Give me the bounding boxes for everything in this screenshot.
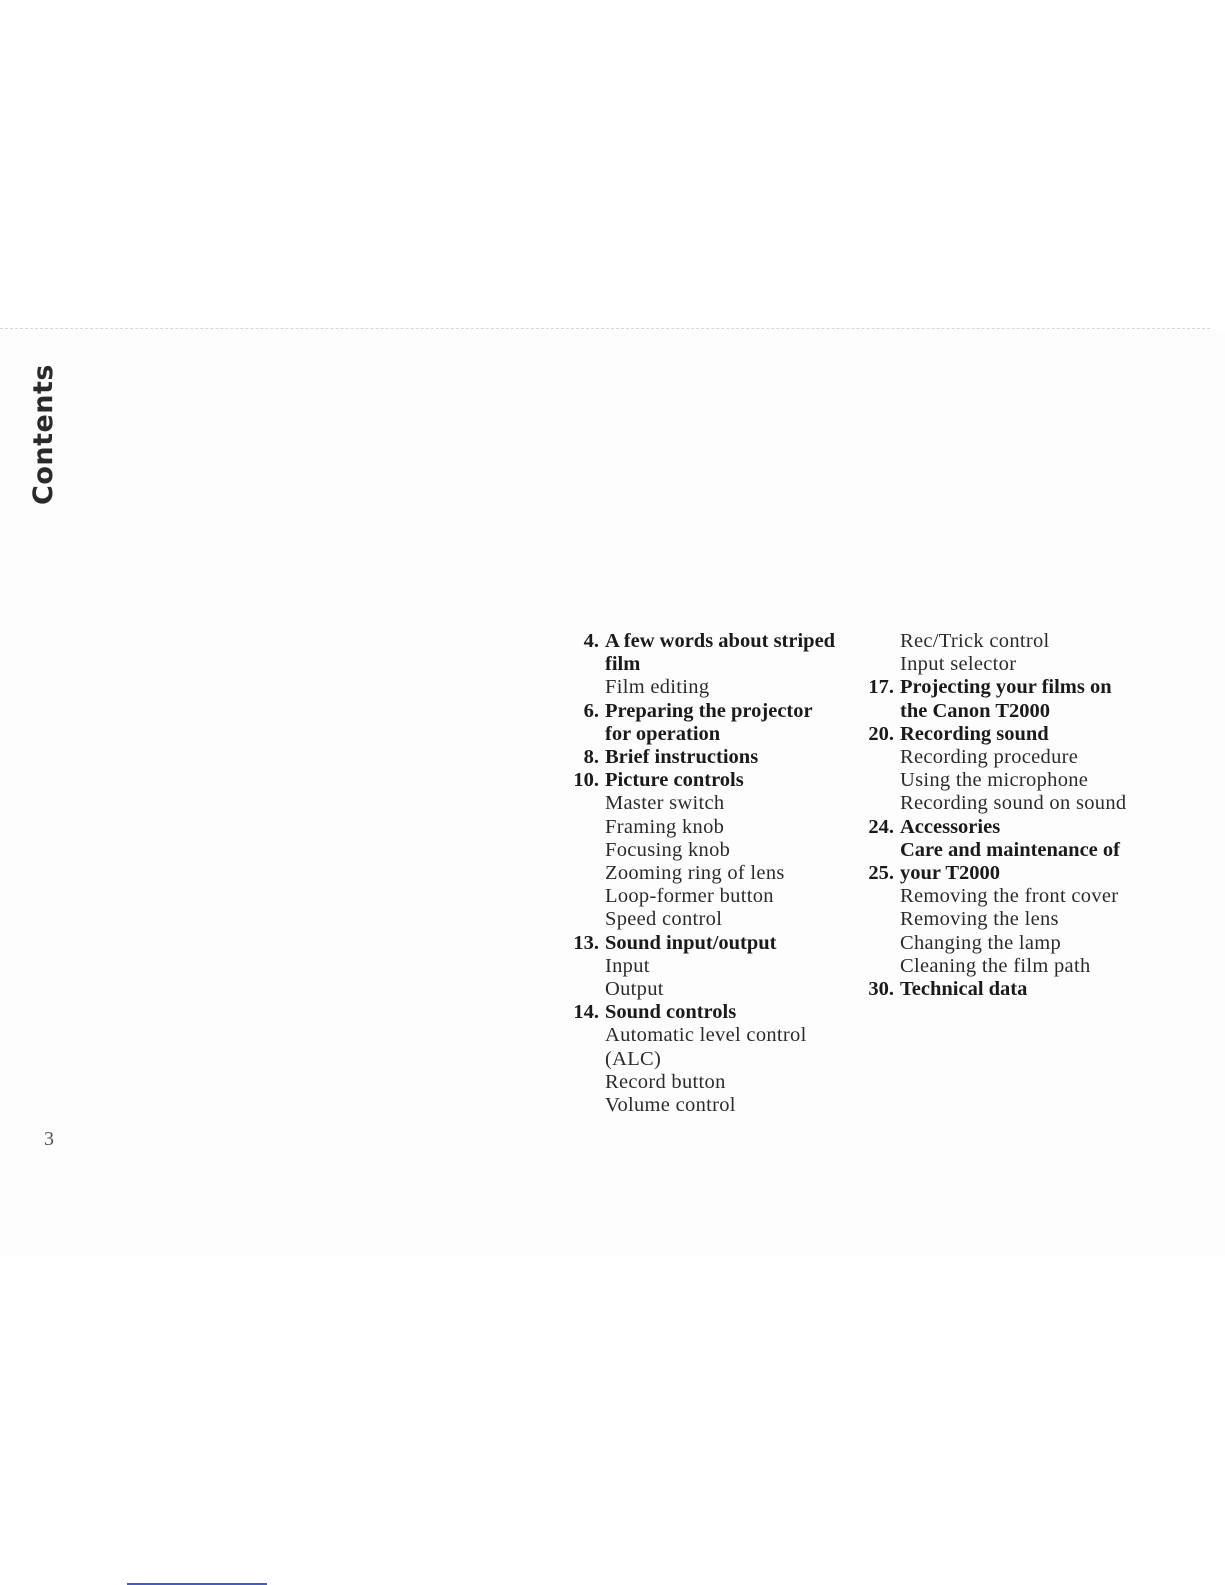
toc-entry-label: film [605, 653, 641, 676]
toc-page-number: 20. [868, 722, 894, 745]
toc-entry-heading [563, 746, 863, 769]
toc-page-number: 4. [583, 630, 599, 652]
toc-entry-label: Focusing knob [605, 838, 731, 861]
toc-page-number: 6. [583, 699, 599, 722]
toc-entry-label: Sound controls [605, 1001, 737, 1024]
toc-entry-subitem [858, 769, 1198, 792]
toc-entry-subitem [563, 1024, 863, 1047]
toc-page-number: 17. [868, 676, 894, 699]
toc-page-number: 24. [868, 815, 894, 838]
toc-entry-subitem [563, 1048, 863, 1071]
toc-entry-label: Automatic level control [605, 1024, 807, 1047]
toc-entry-subitem [563, 885, 863, 908]
toc-entry-label: Speed control [605, 908, 723, 931]
toc-entry-label: Accessories [900, 815, 1001, 838]
toc-entry-label: Recording sound on sound [900, 792, 1127, 815]
toc-entry-subitem [858, 908, 1198, 931]
toc-entry-subitem [563, 816, 863, 839]
toc-left-column [563, 630, 863, 1117]
toc-entry-heading [563, 700, 863, 723]
toc-entry-heading [563, 769, 863, 792]
toc-entry-label: Cleaning the film path [900, 954, 1091, 977]
toc-entry-label: A few words about striped [605, 630, 836, 652]
toc-entry-label: Film editing [605, 676, 710, 699]
toc-entry-label: Removing the lens [900, 908, 1059, 931]
toc-entry-label: Rec/Trick control [900, 630, 1050, 652]
toc-entry-label: Volume control [605, 1094, 736, 1117]
toc-entry-subitem [858, 885, 1198, 908]
toc-entry-subitem [563, 978, 863, 1001]
toc-entry-label: Projecting your films on [900, 676, 1112, 699]
page-number: 3 [44, 1128, 54, 1150]
toc-entry-label: Record button [605, 1070, 726, 1093]
toc-entry-subitem [858, 746, 1198, 769]
toc-page-number: 25. [868, 862, 894, 885]
toc-entry-label: your T2000 [900, 862, 1001, 885]
toc-right-column [858, 630, 1198, 1001]
toc-entry-heading [563, 932, 863, 955]
toc-entry-subitem [563, 676, 863, 699]
toc-entry-subitem [858, 653, 1198, 676]
toc-entry-label: Sound input/output [605, 931, 777, 954]
toc-page-number: 10. [573, 769, 599, 792]
toc-entry-heading [563, 653, 863, 676]
toc-page-number: 30. [868, 978, 894, 1001]
dashed-rule [0, 328, 1210, 329]
toc-entry-heading [858, 839, 1198, 862]
toc-entry-subitem [858, 932, 1198, 955]
toc-page-number: 13. [573, 931, 599, 954]
toc-entry-heading [563, 1001, 863, 1024]
toc-entry-label: Brief instructions [605, 746, 759, 769]
toc-entry-heading [563, 723, 863, 746]
toc-entry-label: Recording sound [900, 722, 1049, 745]
toc-entry-label: Care and maintenance of [900, 838, 1120, 861]
toc-entry-label: Zooming ring of lens [605, 862, 785, 885]
toc-entry-subitem [563, 862, 863, 885]
toc-entry-heading [858, 676, 1198, 699]
toc-entry-label: the Canon T2000 [900, 699, 1050, 722]
toc-entry-heading [563, 630, 863, 653]
toc-entry-label: Preparing the projector [605, 699, 813, 722]
toc-page-number: 8. [583, 746, 599, 769]
toc-entry-subitem [563, 792, 863, 815]
toc-entry-label: Recording procedure [900, 746, 1079, 769]
toc-entry-subitem [858, 955, 1198, 978]
toc-entry-subitem [858, 630, 1198, 653]
toc-entry-label: Input [605, 954, 650, 977]
toc-entry-label: Technical data [900, 978, 1028, 1001]
toc-entry-subitem [563, 908, 863, 931]
toc-entry-label: Changing the lamp [900, 931, 1062, 954]
toc-entry-label: Picture controls [605, 769, 744, 792]
toc-entry-subitem [563, 1071, 863, 1094]
toc-entry-heading [858, 700, 1198, 723]
toc-entry-subitem [858, 792, 1198, 815]
toc-entry-label: Input selector [900, 653, 1017, 676]
toc-entry-label: Using the microphone [900, 769, 1089, 792]
toc-entry-heading [858, 978, 1198, 1001]
toc-entry-label: Loop-former button [605, 885, 774, 908]
toc-entry-subitem [563, 955, 863, 978]
toc-entry-label: (ALC) [605, 1047, 662, 1070]
toc-entry-subitem [563, 839, 863, 862]
toc-entry-heading [858, 862, 1198, 885]
toc-entry-heading [858, 816, 1198, 839]
toc-entry-subitem [563, 1094, 863, 1117]
toc-page-number: 14. [573, 1001, 599, 1024]
toc-entry-label: Framing knob [605, 815, 725, 838]
toc-entry-label: Removing the front cover [900, 885, 1119, 908]
toc-entry-label: for operation [605, 722, 721, 745]
side-title: Contents [28, 363, 59, 505]
toc-entry-heading [858, 723, 1198, 746]
toc-entry-label: Master switch [605, 792, 725, 815]
toc-entry-label: Output [605, 978, 664, 1001]
